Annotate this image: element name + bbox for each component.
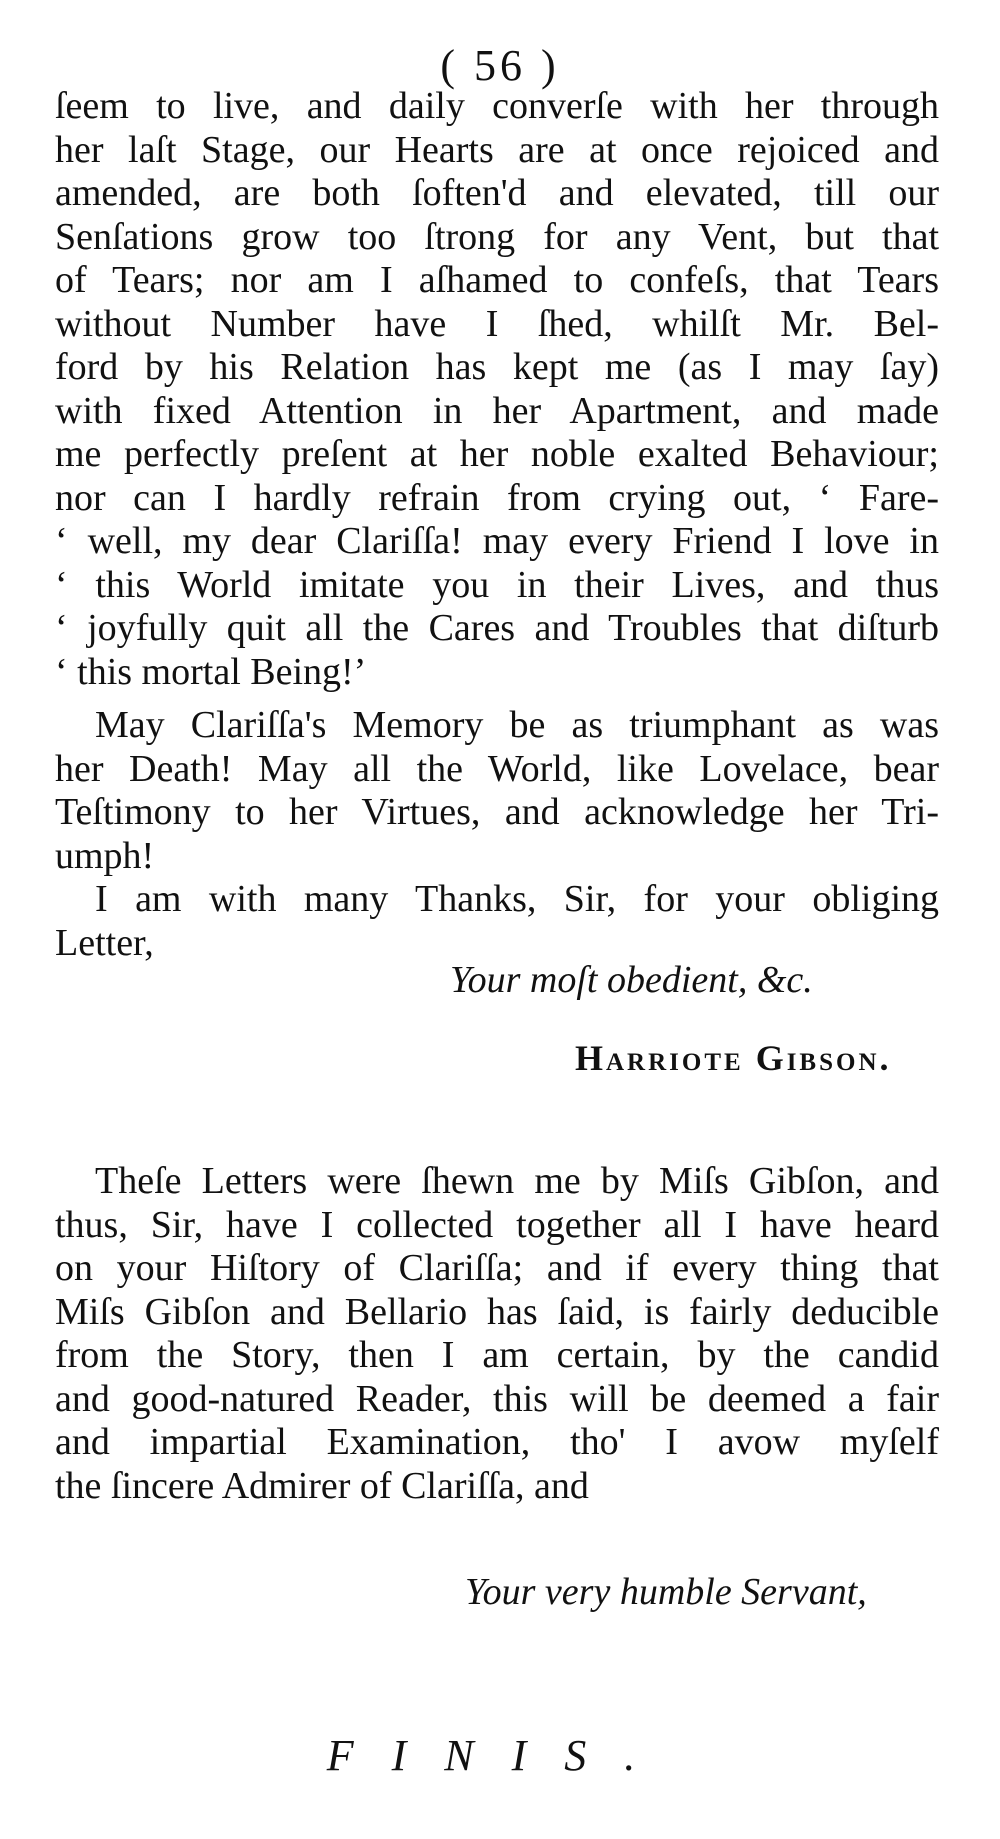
text-line: May Clariſſa's Memory be as triumphant as was xyxy=(95,704,939,746)
text-line: and impartial Examination, tho' I avow myſelf xyxy=(55,1421,939,1463)
text-line: ford by his Relation has kept me (as I may ſay) xyxy=(55,346,939,388)
text-line: Theſe Letters were ſhewn me by Miſs Gibſon, and xyxy=(95,1160,939,1202)
letter-signature: Harriote Gibson. xyxy=(575,1038,892,1078)
quoted-line: ‘ this mortal Being!’ xyxy=(55,650,367,693)
postscript-paragraph xyxy=(55,1160,939,1508)
quoted-line: ‘ joyfully quit all the Cares and Troubles that diſturb xyxy=(55,607,939,649)
text-line: thus, Sir, have I collected together all I have heard xyxy=(55,1203,939,1246)
text-line: Senſations grow too ſtrong for any Vent, but that xyxy=(55,215,939,258)
text-line: and good-natured Reader, this will be deemed a fair xyxy=(55,1377,939,1420)
letter-body xyxy=(55,85,939,694)
letter-closing-paragraph xyxy=(55,704,939,965)
text-line: Miſs Gibſon and Bellario has ſaid, is fairly deducible xyxy=(55,1290,939,1333)
text-line: without Number have I ſhed, whilſt Mr. Bel- xyxy=(55,302,939,345)
text-line: her Death! May all the World, like Lovelace, bear xyxy=(55,747,939,790)
text-line: umph! xyxy=(55,834,155,877)
text-line: ſeem to live, and daily converſe with her through xyxy=(55,85,939,127)
quoted-line: ‘ this World imitate you in their Lives, and thus xyxy=(55,563,939,606)
postscript-complimentary-close: Your very humble Servant, xyxy=(465,1571,867,1613)
text-line: I am with many Thanks, Sir, for your obliging xyxy=(95,878,939,920)
text-line: of Tears; nor am I aſhamed to confeſs, that Tears xyxy=(55,259,939,301)
text-line: nor can I hardly refrain from crying out, ‘ Fare- xyxy=(55,476,939,519)
text-line: her laſt Stage, our Hearts are at once rejoiced and xyxy=(55,128,939,171)
text-line: on your Hiſtory of Clariſſa; and if every thing that xyxy=(55,1247,939,1289)
page-number: ( 56 ) xyxy=(440,41,560,90)
quoted-line: ‘ well, my dear Clariſſa! may every Friend I love in xyxy=(55,520,939,562)
text-line: Letter, xyxy=(55,921,154,964)
text-line: from the Story, then I am certain, by the candid xyxy=(55,1334,939,1376)
letter-complimentary-close: Your moſt obedient, &c. xyxy=(450,959,813,1001)
finis-heading: FINIS. xyxy=(326,1731,674,1780)
text-line: me perfectly preſent at her noble exalted Behaviour; xyxy=(55,433,939,475)
text-line: with fixed Attention in her Apartment, and made xyxy=(55,389,939,432)
text-line: Teſtimony to her Virtues, and acknowledge her Tri- xyxy=(55,791,939,833)
text-line: amended, are both ſoften'd and elevated, till our xyxy=(55,172,939,214)
text-line: the ſincere Admirer of Clariſſa, and xyxy=(55,1464,589,1507)
